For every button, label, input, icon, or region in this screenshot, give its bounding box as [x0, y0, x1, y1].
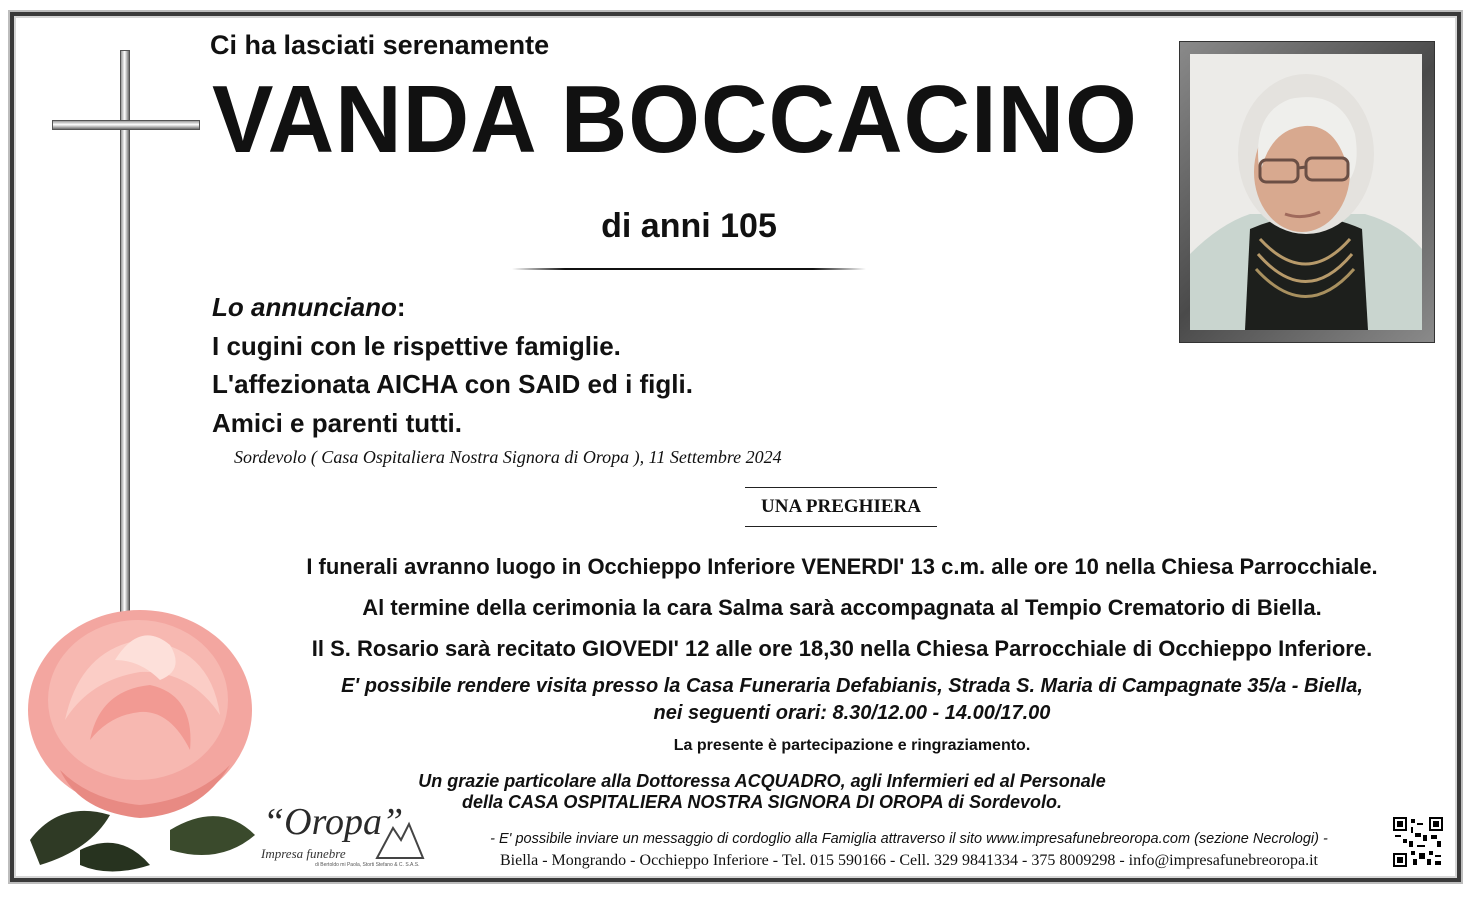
logo-subtitle: Impresa funebre: [261, 846, 346, 861]
portrait-illustration: [1190, 54, 1422, 330]
announcement-line: I cugini con le rispettive famiglie.: [212, 330, 621, 361]
logo-small-print: di Bertoldo mi Paola, Storti Stefano & C. S.A.S.: [315, 862, 420, 868]
visit-line: E' possibile rendere visita presso la Casa Funeraria Defabianis, Strada S. Maria di Campagnate 35/a - Biella,: [341, 675, 1363, 697]
announcement-line: Amici e parenti tutti.: [212, 407, 462, 438]
divider-rule: [512, 268, 866, 270]
footer-contacts: Biella - Mongrando - Occhieppo Inferiore - Tel. 015 590166 - Cell. 329 9841334 - 375 8009298 - info@impresafunebreoropa.it: [499, 852, 1318, 869]
funeral-info: [232, 546, 1452, 669]
rose-illustration: [20, 600, 265, 880]
deceased-name: VANDA BOCCACINO: [212, 66, 1138, 173]
mountain-icon: [375, 818, 425, 860]
rose-image: [20, 600, 265, 880]
thanks-line: Un grazie particolare alla Dottoressa ACQUADRO, agli Infermieri ed al Personale: [418, 771, 1106, 791]
portrait-frame: [1179, 41, 1435, 343]
funeral-line: Il S. Rosario sarà recitato GIOVEDI' 12 alle ore 18,30 nella Chiesa Parrocchiale di Occhieppo Inferiore.: [311, 636, 1373, 661]
thanks-line: della CASA OSPITALIERA NOSTRA SIGNORA DI OROPA di Sordevolo.: [461, 792, 1063, 812]
cross-vertical-bar: [120, 50, 130, 692]
qr-code-graphic: [1393, 817, 1443, 867]
deceased-age: di anni 105: [601, 207, 777, 245]
funeral-home-logo: [255, 800, 435, 870]
logo-brand: “Oropa”: [263, 801, 404, 843]
funeral-line: I funerali avranno luogo in Occhieppo Inferiore VENERDI' 13 c.m. alle ore 10 nella Chiesa Parrocchiale.: [306, 554, 1378, 579]
visit-line: nei seguenti orari: 8.30/12.00 - 14.00/17.00: [653, 702, 1051, 724]
portrait-photo: [1190, 54, 1422, 330]
cross-horizontal-bar: [52, 120, 200, 130]
place-date: Sordevolo ( Casa Ospitaliera Nostra Signora di Oropa ), 11 Settembre 2024: [234, 447, 782, 467]
funeral-line: Al termine della cerimonia la cara Salma sarà accompagnata al Tempio Crematorio di Biella.: [362, 595, 1322, 620]
participation-note: La presente è partecipazione e ringraziamento.: [673, 737, 1031, 754]
announcement-line: L'affezionata AICHA con SAID ed i figli.: [212, 369, 693, 399]
footer-message: - E' possibile inviare un messaggio di cordoglio alla Famiglia attraverso il sito www.impresafunebreoropa.com (sezione Necrologi) -: [490, 831, 1328, 847]
announcement-lead: Lo annunciano:: [212, 292, 406, 322]
visit-info: [262, 673, 1442, 727]
announcement-block: [212, 288, 693, 442]
intro-text: Ci ha lasciati serenamente: [210, 30, 550, 60]
prayer-link[interactable]: UNA PREGHIERA: [745, 487, 937, 527]
qr-code[interactable]: [1393, 817, 1443, 867]
